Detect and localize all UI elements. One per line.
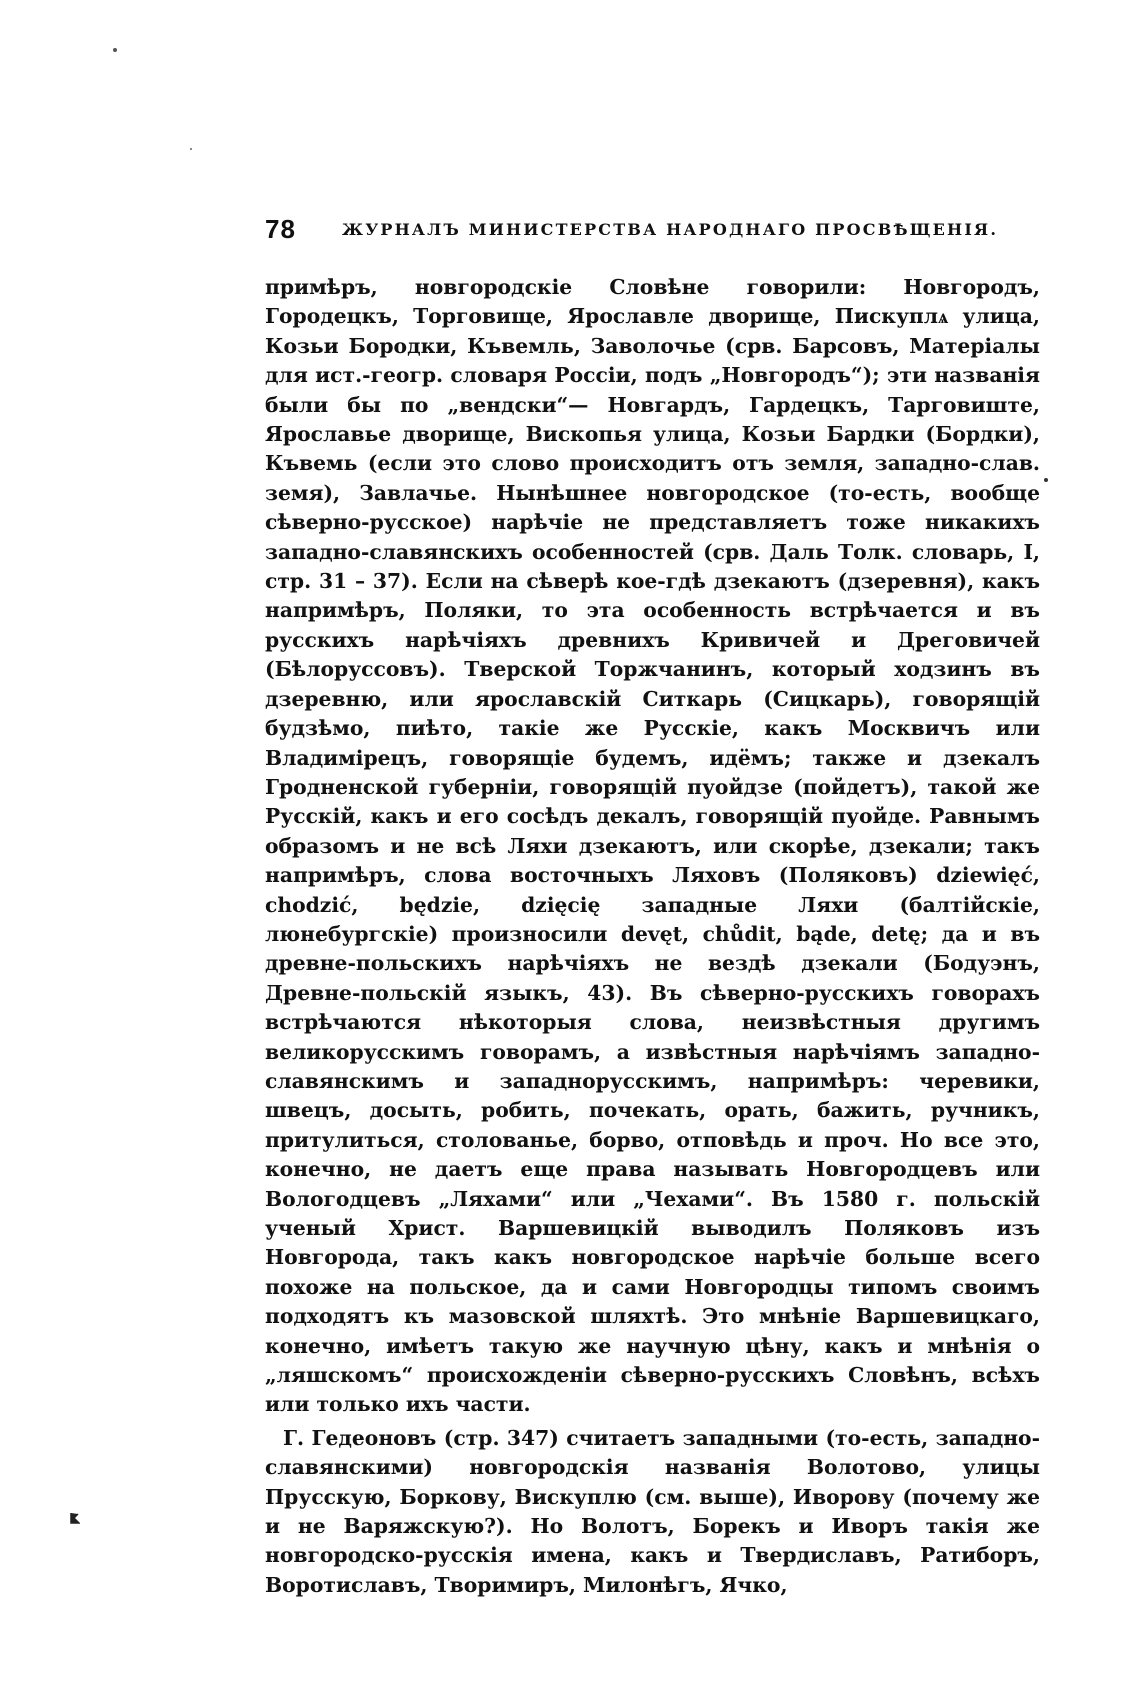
page-header (265, 214, 1040, 254)
scan-mark-icon (70, 1512, 80, 1524)
paragraph: Г. Гедеоновъ (стр. 347) считаетъ западными (то-есть, западно-славянскими) новгородскія названія Волотово, улицы Прусскую, Боркову, Вискуплю (см. выше), Иворову (почему же и не Варяжскую?). Но Волотъ, Борекъ и Иворъ такія же новгородско-русскія имена, какъ и Твердиславъ, Ратиборъ, Воротиславъ, Творимиръ, Милонѣгъ, Ячко, (265, 1425, 1040, 1597)
scan-speck (113, 48, 117, 52)
paragraph: примѣръ, новгородскіе Словѣне говорили: Новгородъ, Городецкъ, Торговище, Ярославле дворище, Пискуплѧ улица, Козьи Бородки, Къвемль, Заволочье (срв. Барсовъ, Матеріалы для ист.-геогр. словаря Россіи, подъ „Новгородъ“); эти названія были бы по „вендски“— Новгардъ, Гардецкъ, Тарговиште, Ярославье дворище, Вископья улица, Козьи Бардки (Бордки), Къвемь (если это слово происходитъ отъ земля, западно-слав. земя), Завлачье. Нынѣшнее новгородское (то-есть, вообще сѣверно-русское) нарѣчіе не представляетъ тоже никакихъ западно-славянскихъ особенностей (срв. Даль Толк. словарь, I, стр. 31 – 37). Если на сѣверѣ кое-гдѣ дзекаютъ (дзеревня), какъ напримѣръ, Поляки, то эта особенность встрѣчается и въ русскихъ нарѣчіяхъ древнихъ Кривичей и Дреговичей (Бѣлоруссовъ). Тверской Торжчанинъ, который ходзинъ въ дзеревню, или ярославскій Ситкарь (Сицкарь), говорящій будзѣмо, пиѣто, такіе же Русскіе, какъ Москвичъ или Владимірецъ, говорящіе будемъ, идёмъ; также и дзекалъ Гродненской губерніи, говорящій пуойдзе (пойдетъ), такой же Русскій, какъ и его сосѣдъ декалъ, говорящій пуойде. Равнымъ образомъ и не всѣ Ляхи дзекаютъ, или скорѣе, дзекали; такъ напримѣръ, слова восточныхъ Ляховъ (Поляковъ) dziewięć, chodzić, będzie, dzięcię западные Ляхи (балтійскіе, люнебургскіе) произносили devęt, chůdit, bąde, detę; да и въ древне-польскихъ нарѣчіяхъ не вездѣ дзекали (Бодуэнъ, Древне-польскій языкъ, 43). Въ сѣверно-русскихъ говорахъ встрѣчаются нѣкоторыя слова, неизвѣстныя другимъ великорусскимъ говорамъ, а извѣстныя нарѣчіямъ западно-славянскимъ и западнорусскимъ, напримѣръ: черевики, швецъ, досыть, робить, почекать, орать, бажить, ручникъ, притулиться, столованье, борво, отповѣдь и проч. Но все это, конечно, не даетъ еще права называть Новгородцевъ или Вологодцевъ „Ляхами“ или „Чехами“. Въ 1580 г. польскій ученый Христ. Варшевицкій выводилъ Поляковъ изъ Новгорода, такъ какъ новгородское нарѣчіе больше всего похоже на польское, да и сами Новгородцы типомъ своимъ подходятъ къ мазовской шляхтѣ. Это мнѣніе Варшевицкаго, конечно, имѣетъ такую же научную цѣну, какъ и мнѣнія о „ляшскомъ“ происхожденіи сѣверно-русскихъ Словѣнъ, всѣхъ или только ихъ части. (265, 275, 1040, 1417)
scan-speck (190, 148, 192, 150)
page-number: 78 (265, 214, 296, 244)
body-text (265, 273, 1040, 1600)
running-head: ЖУРНАЛЪ МИНИСТЕРСТВА НАРОДНАГО ПРОСВѢЩЕНІЯ. (342, 220, 999, 239)
scan-speck (1044, 478, 1048, 482)
